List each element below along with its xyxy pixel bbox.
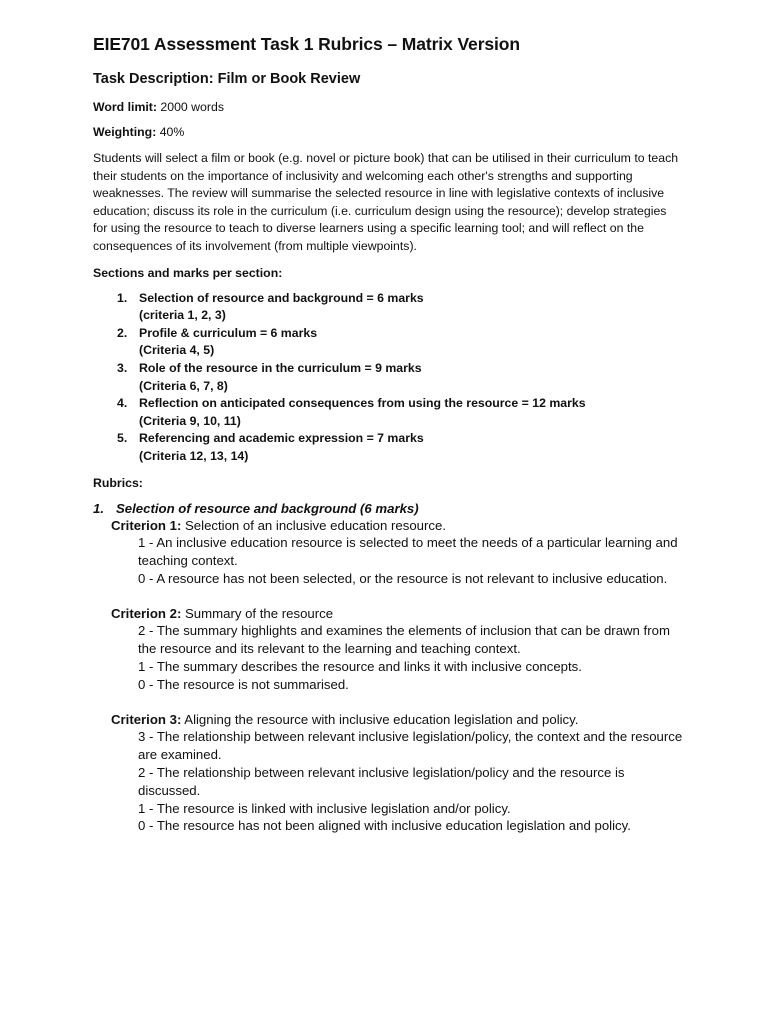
criterion-level: 2 - The summary highlights and examines the elements of inclusion that can be drawn from the resource and its relevant to the learning and teaching context. (138, 623, 670, 657)
word-limit-label: Word limit: (93, 100, 157, 114)
section-item: 4. Reflection on anticipated consequences from using the resource = 12 marks (Criteria 9, 10, 11) (117, 396, 586, 428)
criterion-3: Criterion 3: Aligning the resource with inclusive education legislation and policy. 3 - The relationship between relevant inclusive legislation/policy, the context and the resource are examined. 2 - The relationship between relevant inclusive legislation/policy and the resource is discussed. 1 - The resource is linked with inclusive legislation and/or policy. 0 - The resource has not been aligned with inclusive education legislation and policy. (111, 711, 683, 834)
sections-heading: Sections and marks per section: (93, 265, 283, 280)
criterion-level: 0 - The resource has not been aligned with inclusive education legislation and policy. (138, 818, 631, 834)
criterion-level: 1 - The resource is linked with inclusive legislation and/or policy. (138, 800, 511, 816)
document-title: EIE701 Assessment Task 1 Rubrics – Matrix Version (93, 34, 520, 54)
weighting (93, 125, 683, 139)
task-description: Students will select a film or book (e.g. novel or picture book) that can be utilised in their curriculum to teach their students on the importance of inclusivity and welcoming each other's strengths and supporting weaknesses. The review will summarise the selected resource in line with legislative contexts of inclusive education; discuss its role in the curriculum (i.e. curriculum design using the resource); develop strategies for using the resource to teach to diverse learners using a specific learning tool; and will reflect on the consequences of its involvement (from multiple viewpoints). (93, 151, 679, 253)
sections-list (93, 290, 683, 466)
criterion-1: Criterion 1: Selection of an inclusive education resource. 1 - An inclusive education resource is selected to meet the needs of a particular learning and teaching context. 0 - A resource has not been selected, or the resource is not relevant to inclusive education. (111, 517, 683, 588)
criterion-level: 1 - An inclusive education resource is selected to meet the needs of a particular learning and teaching context. (138, 535, 678, 569)
word-limit-value: 2000 words (156, 100, 224, 114)
task-heading: Task Description: Film or Book Review (93, 71, 361, 87)
weighting-label: Weighting: (93, 125, 157, 139)
section-item: 1. Selection of resource and background = 6 marks (criteria 1, 2, 3) (117, 290, 424, 323)
rubric-section-title: 1. Selection of resource and background (6 marks) (93, 500, 419, 516)
criterion-level: 0 - The resource is not summarised. (138, 676, 349, 692)
document-page (93, 34, 683, 852)
word-limit (93, 100, 683, 114)
criterion-level: 0 - A resource has not been selected, or the resource is not relevant to inclusive education. (138, 570, 668, 586)
criterion-level: 3 - The relationship between relevant inclusive legislation/policy, the context and the resource are examined. (138, 729, 683, 763)
criterion-2: Criterion 2: Summary of the resource 2 - The summary highlights and examines the elements of inclusion that can be drawn from the resource and its relevant to the learning and teaching context. 1 - The summary describes the resource and links it with inclusive concepts. 0 - The resource is not summarised. (111, 605, 683, 694)
section-item: 2. Profile & curriculum = 6 marks (Criteria 4, 5) (117, 325, 318, 358)
section-item: 3. Role of the resource in the curriculum = 9 marks (Criteria 6, 7, 8) (117, 360, 422, 393)
criterion-level: 2 - The relationship between relevant inclusive legislation/policy and the resource is discussed. (138, 765, 625, 798)
weighting-value: 40% (156, 125, 185, 139)
section-item: 5. Referencing and academic expression = 7 marks (Criteria 12, 13, 14) (117, 431, 424, 463)
criterion-level: 1 - The summary describes the resource and links it with inclusive concepts. (138, 659, 582, 675)
rubrics-heading: Rubrics: (93, 475, 143, 490)
